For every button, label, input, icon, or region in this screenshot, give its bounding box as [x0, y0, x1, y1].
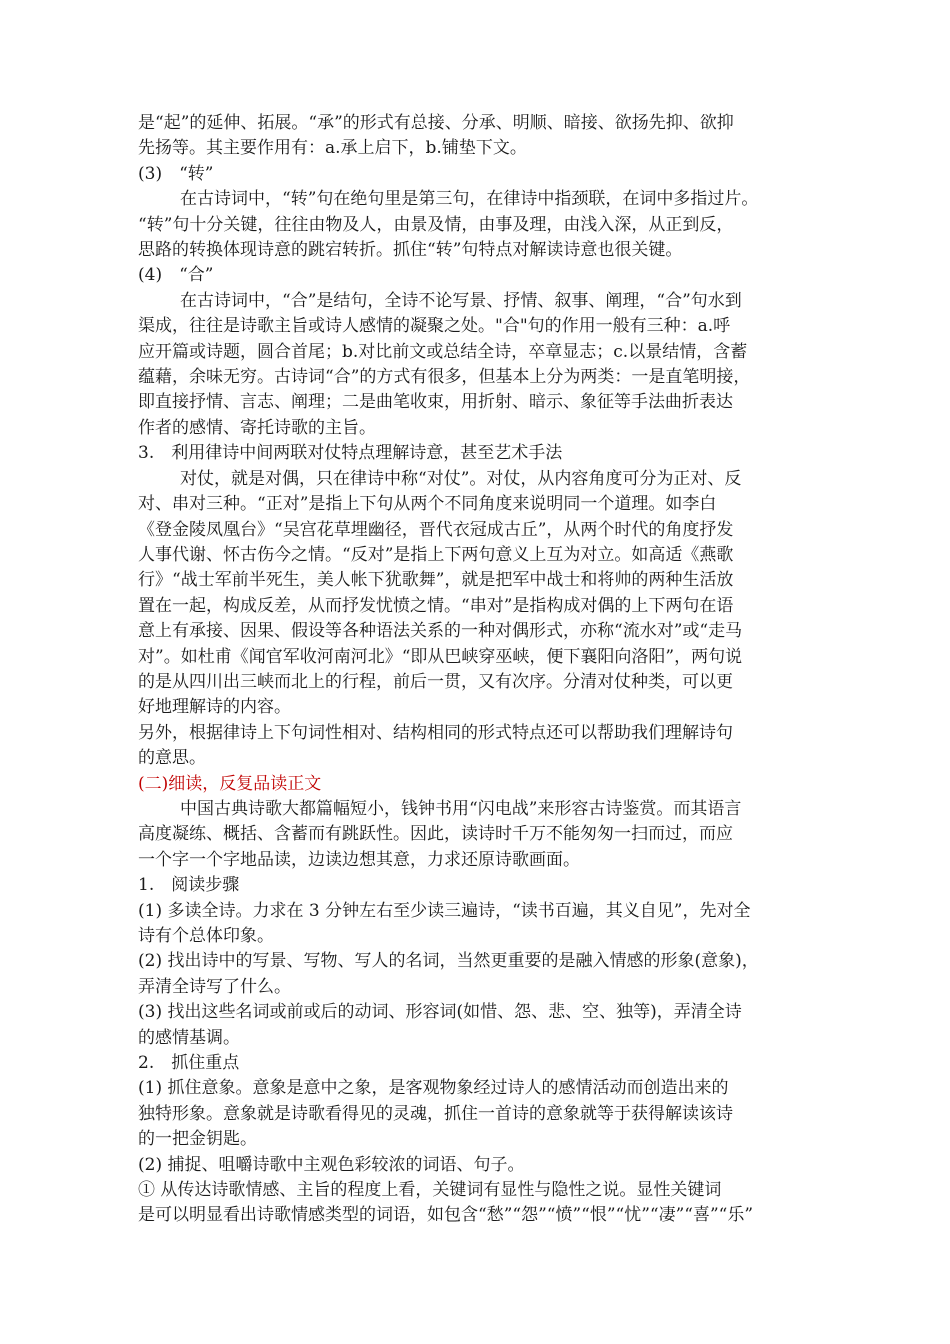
list-heading: (4) “合” — [138, 265, 214, 286]
text-line: 思路的转换体现诗意的跳宕转折。抓住“转”句特点对解读诗意也很关键。 — [138, 240, 683, 261]
text-line: 渠成，往往是诗歌主旨或诗人感情的凝聚之处。"合"句的作用一般有三种：a.呼 — [138, 316, 731, 337]
section-heading: 1. 阅读步骤 — [138, 875, 240, 896]
paragraph-line: 中国古典诗歌大都篇幅短小，钱钟书用“闪电战”来形容古诗鉴赏。而其语言 — [180, 798, 742, 819]
text-line: 是可以明显看出诗歌情感类型的词语，如包含“愁”“怨”“愤”“恨”“忧”“凄”“喜”“乐” — [138, 1205, 754, 1226]
text-line: 行》“战士军前半死生，美人帐下犹歌舞”，就是把军中战士和将帅的两种生活放 — [138, 570, 734, 591]
text-line: 的一把金钥匙。 — [138, 1129, 257, 1150]
text-line: 先扬等。其主要作用有：a.承上启下，b.铺垫下文。 — [138, 138, 527, 159]
text-line: 对、串对三种。“正对”是指上下句从两个不同角度来说明同一个道理。如李白 — [138, 494, 717, 515]
section-heading: 2. 抓住重点 — [138, 1053, 240, 1074]
text-line: 高度凝练、概括、含蓄而有跳跃性。因此，读诗时千万不能匆匆一扫而过，而应 — [138, 824, 733, 845]
text-line: 的是从四川出三峡而北上的行程，前后一贯，又有次序。分清对仗种类，可以更 — [138, 671, 733, 692]
section-heading: 3. 利用律诗中间两联对仗特点理解诗意，甚至艺术手法 — [138, 443, 563, 464]
text-line: 《登金陵凤凰台》“吴宫花草埋幽径，晋代衣冠成古丘”，从两个时代的角度抒发 — [138, 519, 734, 540]
text-line: 意上有承接、因果、假设等各种语法关系的一种对偶形式，亦称“流水对”或“走马 — [138, 621, 743, 642]
text-line: “转”句十分关键，往往由物及人，由景及情，由事及理，由浅入深，从正到反， — [138, 214, 734, 235]
text-line: 的感情基调。 — [138, 1027, 240, 1048]
text-line: (3) 找出这些名词或前或后的动词、形容词(如惜、怨、悲、空、独等)，弄清全诗 — [138, 1002, 742, 1023]
list-heading: (3) “转” — [138, 163, 214, 184]
text-line: 对”。如杜甫《闻官军收河南河北》“即从巴峡穿巫峡，便下襄阳向洛阳”，两句说 — [138, 646, 743, 667]
text-line: 的意思。 — [138, 748, 206, 769]
text-line: 应开篇或诗题，圆合首尾；b.对比前文或总结全诗，卒章显志；c.以景结情，含蓄 — [138, 341, 748, 362]
document-body — [138, 111, 838, 1229]
text-line: 一个字一个字地品读，边读边想其意，力求还原诗歌画面。 — [138, 849, 580, 870]
text-line: 人事代谢、怀古伤今之情。“反对”是指上下两句意义上互为对立。如高适《燕歌 — [138, 544, 734, 565]
text-line: (1) 抓住意象。意象是意中之象，是客观物象经过诗人的感情活动而创造出来的 — [138, 1078, 729, 1099]
text-line: 置在一起，构成反差，从而抒发忧愤之情。“串对”是指构成对偶的上下两句在语 — [138, 595, 734, 616]
text-line: 是“起”的延伸、拓展。“承”的形式有总接、分承、明顺、暗接、欲扬先抑、欲抑 — [138, 113, 734, 133]
text-line: 弄清全诗写了什么。 — [138, 976, 291, 997]
red-section-heading: (二)细读，反复品读正文 — [138, 773, 322, 794]
paragraph-line: 在古诗词中，“转”句在绝句里是第三句，在律诗中指颈联，在词中多指过片。 — [180, 189, 759, 210]
text-line: 作者的感情、寄托诗歌的主旨。 — [138, 417, 376, 438]
text-line: 好地理解诗的内容。 — [138, 697, 291, 718]
text-line: 另外，根据律诗上下句词性相对、结构相同的形式特点还可以帮助我们理解诗句 — [138, 722, 733, 743]
text-line: ① 从传达诗歌情感、主旨的程度上看，关键词有显性与隐性之说。显性关键词 — [138, 1180, 722, 1201]
text-line: (2) 找出诗中的写景、写物、写人的名词，当然更重要的是融入情感的形象(意象)， — [138, 951, 759, 972]
text-line: 即直接抒情、言志、阐理；二是曲笔收束，用折射、暗示、象征等手法曲折表达 — [138, 392, 733, 413]
text-line: 诗有个总体印象。 — [138, 926, 274, 946]
text-line: (1) 多读全诗。力求在 3 分钟左右至少读三遍诗，“读书百遍，其义自见”，先对全 — [138, 900, 751, 921]
text-line: 蕴藉，余味无穷。古诗词“合”的方式有很多，但基本上分为两类：一是直笔明接， — [138, 367, 751, 388]
text-line: 独特形象。意象就是诗歌看得见的灵魂，抓住一首诗的意象就等于获得解读该诗 — [138, 1103, 733, 1124]
text-line: (2) 捕捉、咀嚼诗歌中主观色彩较浓的词语、句子。 — [138, 1154, 525, 1175]
paragraph-line: 对仗，就是对偶，只在律诗中称“对仗”。对仗，从内容角度可分为正对、反 — [180, 468, 742, 489]
paragraph-line: 在古诗词中，“合”是结句，全诗不论写景、抒情、叙事、阐理，“合”句水到 — [180, 290, 742, 311]
